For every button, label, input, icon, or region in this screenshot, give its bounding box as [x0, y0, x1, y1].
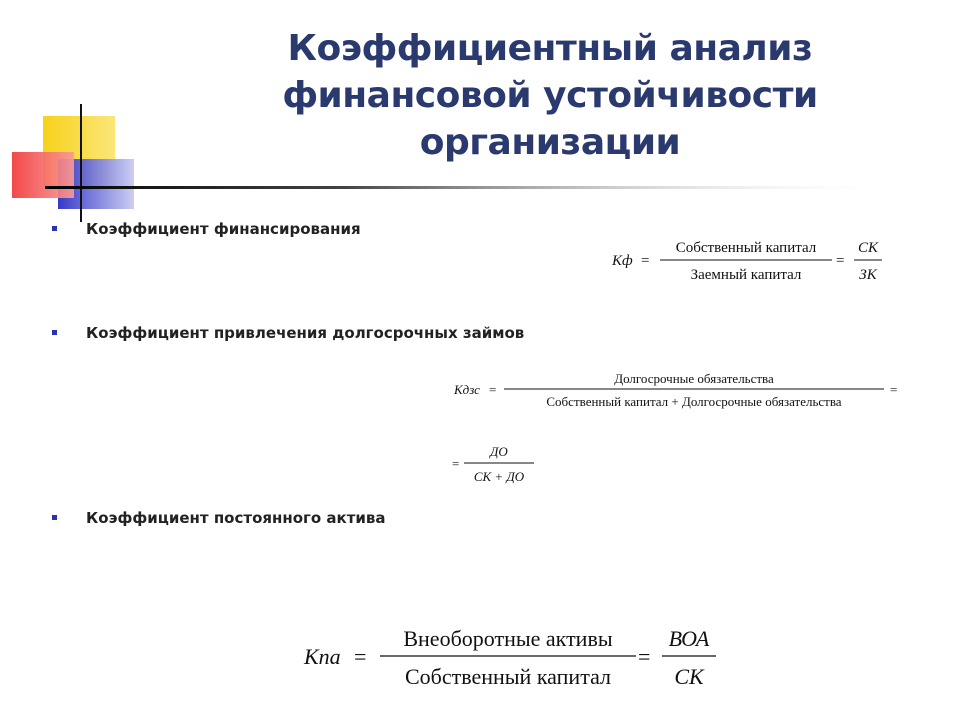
formula-financing [600, 232, 900, 292]
formula-lhs: Кпа [304, 644, 341, 669]
formula-denominator: Собственный капитал [404, 664, 612, 689]
item-label-long-term-loans: Коэффициент привлечения долгосрочных займов [86, 324, 525, 342]
formula-denominator: Заемный капитал [690, 267, 802, 283]
bullet-icon [52, 513, 62, 523]
formula-numerator: Собственный капитал [675, 240, 817, 256]
bullet-icon [52, 224, 62, 234]
page-title [150, 25, 950, 166]
item-label-permanent-asset: Коэффициент постоянного актива [86, 509, 386, 527]
formula-numerator: Долгосрочные обязательства [614, 371, 774, 386]
formula-lhs: Кф [612, 253, 633, 269]
formula-eq: = [354, 644, 367, 669]
formula-short-numerator: СК [858, 240, 878, 256]
formula-short-denominator: СК [674, 664, 704, 689]
title-line-2: финансовой устойчивости [282, 75, 818, 116]
horizontal-divider-line [45, 186, 905, 189]
title-line-3: организации [419, 122, 681, 163]
formula-long-term-loans-short [448, 440, 558, 494]
bullet-icon [52, 328, 62, 338]
formula-long-term-loans [448, 366, 908, 418]
formula-short-denominator: ЗК [859, 267, 877, 283]
formula-trailing-eq: = [890, 382, 898, 397]
formula-denominator: Собственный капитал + Долгосрочные обязательства [546, 394, 842, 409]
red-square [12, 152, 74, 198]
formula-eq: = [641, 253, 650, 269]
formula-lhs: Кдзс [454, 382, 480, 397]
formula-short-numerator: ДО [490, 444, 508, 459]
formula-numerator: Внеоборотные активы [403, 626, 613, 651]
formula-permanent-asset [296, 618, 736, 702]
formula-short-denominator: СК + ДО [473, 469, 525, 484]
formula-eq: = [489, 382, 497, 397]
yellow-square [43, 116, 115, 186]
item-label-financing: Коэффициент финансирования [86, 220, 361, 238]
blue-square [58, 159, 134, 209]
formula-eq-2: = [836, 253, 845, 269]
formula-continuation-eq: = [452, 456, 460, 471]
formula-eq-2: = [638, 644, 651, 669]
title-line-1: Коэффициентный анализ [287, 28, 813, 69]
formula-short-numerator: ВОА [668, 626, 710, 651]
